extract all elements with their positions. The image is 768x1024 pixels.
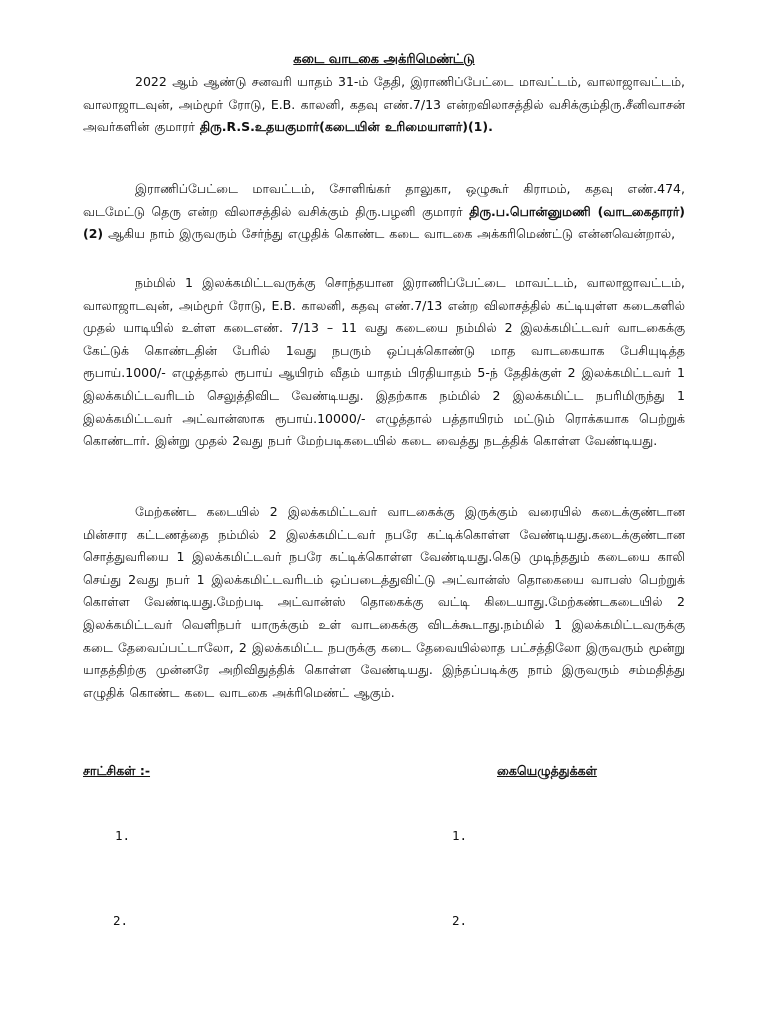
paragraph-owner-text: 2022 ஆம் ஆண்டு சனவரி யாதம் 31-ம் தேதி, இராணிப்பேட்டை மாவட்டம், வாலாஜாவட்டம், வாலாஜாடவுன், அம்மூர் ரோடு, E.B. காலனி, கதவு எண்.7/13 என்றவிலாசத்தில் வசிக்கும்திரு.சீனிவாசன் அவர்களின் குமாரர் xyxy=(83,74,685,135)
paragraph-owner xyxy=(83,71,685,139)
witness-1-number: 1. xyxy=(115,828,131,843)
paragraph-terms-conditions: மேற்கண்ட கடையில் 2 இலக்கமிட்டவர் வாடகைக்கு இருக்கும் வரையில் கடைக்குண்டான மின்சார கட்டணத்தை நம்மில் 2 இலக்கமிட்டவர் நபரே கட்டிக்கொள்ள வேண்டியது.கடைக்குண்டான சொத்துவரியை 1 இலக்கமிட்டவர் நபரே கட்டிக்கொள்ள வேண்டியது.கெடு முடிந்ததும் கடையை காலி செய்து 2வது நபர் 1 இலக்கமிட்டவரிடம் ஒப்படைத்துவிட்டு அட்வான்ஸ் தொகையை வாபஸ் பெற்றுக் கொள்ள வேண்டியது.மேற்படி அட்வான்ஸ் தொகைக்கு வட்டி கிடையாது.மேற்கண்டகடையில் 2 இலக்கமிட்டவர் வெளிநபர் யாருக்கும் உள் வாடகைக்கு விடக்கூடாது.நம்மில் 1 இலக்கமிட்டவருக்கு கடை தேவைப்பட்டாலோ, 2 இலக்கமிட்ட நபருக்கு கடை தேவையில்லாத பட்சத்திலோ இருவரும் மூன்று யாதத்திற்கு முன்னரே அறிவிதுத்திக் கொள்ள வேண்டியது. இந்தப்படிக்கு நாம் இருவரும் சம்மதித்து எழுதிக் கொண்ட கடை வாடகை அக்ரிமெண்ட் ஆகும். xyxy=(83,504,685,700)
paragraph-tenant-text-a: இராணிப்பேட்டை மாவட்டம், சோளிங்கர் தாலுகா, ஒழுகூர் கிராமம், கதவு எண்.474, வடமேட்டு தெரு என்ற விலாசத்தில் வசிக்கும் திரு.பழனி குமாரர் xyxy=(83,181,685,219)
document-title: கடை வாடகை அக்ரிமெண்ட்டு xyxy=(293,52,475,67)
owner-name-bold: திரு.R.S.உதயகுமார்(கடையின் உரிமையாளர்)(1). xyxy=(199,119,493,135)
signature-1-number: 1. xyxy=(452,828,468,843)
signatures-label: கையெழுத்துக்கள் xyxy=(497,763,597,778)
paragraph-terms-rent: நம்மில் 1 இலக்கமிட்டவருக்கு சொந்தயான இராணிப்பேட்டை மாவட்டம், வாலாஜாவட்டம், வாலாஜாடவுன், அம்மூர் ரோடு, E.B. காலனி, கதவு எண்.7/13 என்ற விலாசத்தில் கட்டியுள்ள கடைகளில் முதல் யாடியில் உள்ள கடைஎண். 7/13 – 11 வது கடையை நம்மில் 2 இலக்கமிட்டவர் வாடகைக்கு கேட்டுக் கொண்டதின் பேரில் 1வது நபரும் ஒப்புக்கொண்டு மாத வாடகையாக பேசியுடித்த ரூபாய்.1000/- எழுத்தால் ரூபாய் ஆயிரம் வீதம் யாதம் பிரதியாதம் 5-ந் தேதிக்குள் 2 இலக்கமிட்டவர் 1 இலக்கமிட்டவரிடம் செலுத்திவிட வேண்டியது. இதற்காக நம்மில் 2 இலக்கமிட்ட நபரிமிருந்து 1 இலக்கமிட்டவர் அட்வான்ஸாக ரூபாய்.10000/- எழுத்தால் பத்தாயிரம் மட்டும் ரொக்கயாக பெற்றுக் கொண்டார். இன்று முதல் 2வது நபர் மேற்படிகடையில் கடை வைத்து நடத்திக் கொள்ள வேண்டியது. xyxy=(83,275,685,449)
witnesses-label: சாட்சிகள் :- xyxy=(83,763,151,778)
signature-2-number: 2. xyxy=(452,913,468,928)
tenant-name-bold: திரு.ப.பொன்னுமணி (வாடகைதாரர்) (2) xyxy=(83,203,686,242)
paragraph-tenant-text-b: ஆகிய நாம் இருவரும் சேர்ந்து எழுதிக் கொண்ட கடை வாடகை அக்கரிமெண்ட்டு என்னவென்றால், xyxy=(103,226,676,242)
witness-2-number: 2. xyxy=(113,913,129,928)
paragraph-tenant xyxy=(83,178,685,246)
